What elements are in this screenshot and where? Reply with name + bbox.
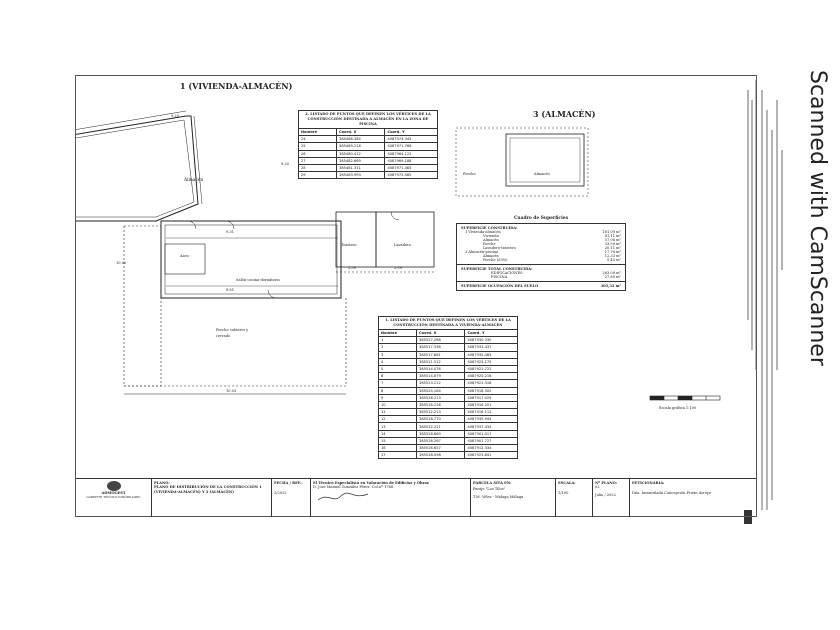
table-row	[379, 394, 518, 401]
table-cell: 3	[379, 351, 417, 358]
escala-value: 1/100	[558, 491, 569, 495]
table-cell: 385481.311	[337, 164, 385, 171]
tecnico-label: El Técnico Especialista en Valoración de Edificios y Obras	[313, 481, 429, 485]
plano-value: PLANO DE DISTRIBUCIÓN DE LA CONSTRUCCIÓN 1 (VIVIENDA-ALMACÉN) Y 3 (ALMACÉN)	[154, 485, 262, 494]
tb-plano	[152, 479, 272, 517]
surfaces-title: Cuadro de Superficies	[513, 216, 569, 221]
fecha-label: FECHA / REF.:	[274, 481, 303, 485]
dim-label: 10.53	[226, 389, 237, 393]
surfaces-ocupacion-value: 305,32 m²	[600, 284, 621, 288]
table-cell: 17	[379, 452, 417, 459]
table-cell: 385527.288	[417, 337, 465, 344]
coords-table-vivienda-grid	[378, 329, 518, 459]
table-row	[379, 445, 518, 452]
fecha-value: 2/2022	[274, 491, 287, 495]
dim-label: 5.25	[171, 114, 180, 118]
table-row	[379, 387, 518, 394]
plan3-floorplan	[451, 116, 611, 201]
table-cell: 4087921.318	[465, 380, 518, 387]
room-lavadero-label: Lavadero	[394, 243, 412, 247]
table-cell: 12	[379, 416, 417, 423]
surface-value: 57,06 m²	[604, 238, 621, 242]
table-cell: 4087916.112	[465, 409, 518, 416]
table-cell: 11	[379, 409, 417, 416]
table-cell: 4087937.434	[465, 423, 518, 430]
table-row	[379, 344, 518, 351]
surfaces-piscina-label: PISCINA	[491, 275, 508, 279]
table-header-row	[299, 129, 438, 136]
table-header-cell: Nombre	[379, 330, 417, 337]
coords-table-vivienda	[378, 316, 518, 459]
table-cell: 27	[299, 157, 337, 164]
peticionaria-label: PETICIONARIA:	[632, 481, 665, 485]
surface-label: 1 Vivienda-almacén	[465, 230, 501, 234]
surfaces-total	[456, 265, 626, 282]
table-cell: 385524.184	[417, 387, 465, 394]
table-cell: 4087920.216	[465, 373, 518, 380]
plan3-title: 3 (ALMACÉN)	[533, 109, 596, 119]
table-header-cell: Coord. X	[417, 330, 465, 337]
parcela-value: Paraje "Los Tilos"	[473, 487, 506, 491]
table-cell: 14	[379, 430, 417, 437]
table-row	[299, 164, 438, 171]
table-cell: 24	[299, 136, 337, 143]
surface-label: Lavadero-trastero	[483, 246, 516, 250]
table-row	[379, 373, 518, 380]
surface-value: 12,33 m²	[604, 254, 621, 258]
table-cell: 4087932.485	[465, 351, 518, 358]
surfaces-piscina-value: 27,80 m²	[604, 275, 621, 279]
table-row	[379, 401, 518, 408]
surface-label: Almacén	[483, 238, 499, 242]
table-cell: 4087933.437	[465, 344, 518, 351]
title-block	[76, 478, 756, 517]
table-cell: 385489.218	[337, 143, 385, 150]
table-cell: 29	[299, 172, 337, 179]
plano-num-label: Nº PLANO:	[595, 481, 618, 485]
table-cell: 2	[379, 344, 417, 351]
municipio-value: T.M. Vélez - Málaga Málaga	[473, 495, 524, 499]
surface-label: Almacén	[483, 254, 499, 258]
firm-logo-icon	[107, 481, 121, 491]
table-cell: 26	[299, 150, 337, 157]
table-row	[379, 416, 518, 423]
dim-label: 2.89	[394, 266, 403, 270]
surface-value: 5,45 m²	[607, 258, 621, 262]
room-porche3-label: Porche	[463, 172, 476, 176]
room-almacen-label: Almacén	[184, 178, 204, 183]
table-row	[299, 150, 438, 157]
table-header-row	[379, 330, 518, 337]
table-cell: 385480.412	[337, 150, 385, 157]
table-cell: 4087930.330	[465, 337, 518, 344]
tb-tecnico	[311, 479, 471, 517]
table-cell: 4087922.722	[465, 365, 518, 372]
tecnico-name: D. José Manuel González Pérez. Col.nº 1766	[313, 485, 394, 489]
table-cell: 4087964.122	[385, 150, 438, 157]
surfaces-total-label: SUPERFICIE TOTAL CONSTRUIDA:	[461, 267, 533, 271]
table-cell: 385517.861	[417, 351, 465, 358]
tb-fecha	[272, 479, 311, 517]
surfaces-edificaciones-value: 263,00 m²	[602, 271, 621, 275]
table-header-cell: Coord. Y	[465, 330, 518, 337]
table-cell: 4	[379, 358, 417, 365]
hoja-value: Julio / 2022	[595, 493, 616, 497]
table-cell: 385521.512	[417, 358, 465, 365]
surface-value: 181,09 m²	[602, 230, 621, 234]
table-cell: 9	[379, 394, 417, 401]
coords-table-vivienda-heading: 1. LISTADO DE PUNTOS QUE DEFINEN LOS VÉRTICES DE LA CONSTRUCCIÓN DESTINADA A VIVIENDA-ALMACÉN	[378, 316, 518, 329]
table-cell: 16	[379, 445, 417, 452]
table-cell: 385532.221	[417, 423, 465, 430]
table-cell: 4087974.345	[385, 136, 438, 143]
surfaces-piscina-row	[461, 275, 621, 279]
table-row	[379, 409, 518, 416]
drawing-sheet	[75, 75, 757, 517]
table-cell: 7	[379, 380, 417, 387]
table-row	[299, 157, 438, 164]
table-cell: 385528.770	[417, 416, 465, 423]
surface-value: 33,50 m²	[604, 242, 621, 246]
table-cell: 385482.669	[337, 157, 385, 164]
surface-label: 3 Almacén-piscina	[465, 250, 499, 254]
table-header-cell: Nombre	[299, 129, 337, 136]
table-cell: 4087916.201	[465, 401, 518, 408]
table-cell: 4087971.766	[385, 143, 438, 150]
surfaces-construida-label: SUPERFICIE CONSTRUIDA:	[461, 226, 518, 230]
table-row	[379, 437, 518, 444]
dim-label: 10.00	[116, 261, 127, 265]
table-cell: 4087923.841	[465, 452, 518, 459]
tb-firm	[76, 479, 152, 517]
surfaces-items	[461, 230, 621, 262]
table-cell: 1	[379, 337, 417, 344]
table-cell: 4087901.727	[465, 437, 518, 444]
surfaces-ocupacion-row	[456, 282, 626, 291]
coords-table-almacen-heading: 2. LISTADO DE PUNTOS QUE DEFINEN LOS VÉRTICES DE LA CONSTRUCCIÓN DESTINADA A ALMACÉN EN LA ZONA DE PISCINA	[298, 110, 438, 128]
surfaces-ocupacion-label: SUPERFICIE OCUPACIÓN DEL SUELO	[461, 284, 539, 288]
table-cell: 4087901.417	[465, 430, 518, 437]
tb-parcela	[471, 479, 556, 517]
scanner-watermark: Scanned with CamScanner	[805, 70, 830, 366]
table-cell: 4087972.585	[385, 172, 438, 179]
table-row	[379, 430, 518, 437]
table-cell: 28	[299, 164, 337, 171]
dim-label: 9.31	[226, 230, 235, 234]
table-cell: 13	[379, 423, 417, 430]
table-cell: 385526.213	[417, 394, 465, 401]
table-cell: 4087918.302	[465, 387, 518, 394]
table-cell: 4087971.463	[385, 164, 438, 171]
room-porche-label-2: cerrado	[216, 334, 231, 338]
table-cell: 10	[379, 401, 417, 408]
surface-row	[461, 258, 621, 262]
table-cell: 385486.384	[337, 136, 385, 143]
surfaces-construida	[456, 223, 626, 265]
plan1-title: 1 (VIVIENDA-ALMACÉN)	[180, 81, 293, 91]
table-row	[299, 172, 438, 179]
table-header-cell: Coord. X	[337, 129, 385, 136]
table-cell: 6	[379, 373, 417, 380]
dim-label: 3.39	[348, 266, 357, 270]
plano-num-value: 02	[595, 485, 600, 489]
table-cell: 385483.993	[337, 172, 385, 179]
parcela-label: PARCELA SITA EN:	[473, 481, 512, 485]
table-row	[379, 351, 518, 358]
table-row	[379, 337, 518, 344]
room-salon-label: Salón-cocina-dormitorio	[236, 278, 280, 282]
tb-escala	[556, 479, 593, 517]
table-header-cell: Coord. Y	[385, 129, 438, 136]
tb-plano-num	[593, 479, 630, 517]
table-row	[379, 365, 518, 372]
table-row	[379, 380, 518, 387]
room-trastero-label: Trastero	[341, 243, 357, 247]
table-cell: 5	[379, 365, 417, 372]
tb-peticionaria	[630, 479, 756, 517]
surface-label: Porche (50%)	[483, 258, 508, 262]
surface-label: Vivienda	[483, 234, 499, 238]
surface-label: Porche	[483, 242, 496, 246]
peticionaria-value: Dña. Inmaculada Concepción Prieto Arroyo	[632, 491, 712, 495]
table-cell: 8	[379, 387, 417, 394]
table-cell: 385516.226	[417, 401, 465, 408]
table-cell: 385526.267	[417, 437, 465, 444]
table-cell: 4087935.944	[465, 416, 518, 423]
table-row	[379, 358, 518, 365]
surfaces-box	[456, 216, 626, 291]
coords-table-almacen-grid	[298, 128, 438, 179]
table-cell: 385512.213	[417, 409, 465, 416]
table-cell: 385528.098	[417, 452, 465, 459]
escala-label: ESCALA:	[558, 481, 576, 485]
table-cell: 385523.212	[417, 380, 465, 387]
table-cell: 385514.076	[417, 365, 465, 372]
room-almacen3-label: Almacén	[534, 172, 550, 176]
table-row	[299, 143, 438, 150]
table-row	[379, 452, 518, 459]
surface-value: 81,11 m²	[604, 234, 621, 238]
table-cell: 385528.660	[417, 430, 465, 437]
plano-label: PLANO:	[154, 481, 170, 485]
surface-value: 17,78 m²	[604, 250, 621, 254]
surface-value: 20,11 m²	[604, 246, 621, 250]
table-cell: 385517.336	[417, 344, 465, 351]
dim-label: 8.61	[226, 288, 235, 292]
room-porche-label: Porche cubierto y	[216, 328, 249, 332]
table-cell: 4087923.175	[465, 358, 518, 365]
table-row	[379, 423, 518, 430]
table-cell: 385514.679	[417, 373, 465, 380]
table-cell: 15	[379, 437, 417, 444]
table-cell: 385526.657	[417, 445, 465, 452]
table-cell: 4087912.334	[465, 445, 518, 452]
signature-icon	[313, 490, 373, 504]
table-row	[299, 136, 438, 143]
table-cell: 4087917.029	[465, 394, 518, 401]
table-cell: 25	[299, 143, 337, 150]
dim-label: 9.20	[281, 162, 290, 166]
coords-table-almacen	[298, 110, 438, 179]
scale-note: Escala gráfica 1:100	[659, 406, 697, 410]
table-cell: 4087969.188	[385, 157, 438, 164]
firm-sub: GABINETE TÉCNICO INMOBILIARIO	[86, 495, 141, 499]
room-aseo-label: Aseo	[180, 254, 189, 258]
firm-name: ADMOGEST	[101, 491, 126, 495]
surfaces-edificaciones-label: EDIFICACIONES	[491, 271, 523, 275]
